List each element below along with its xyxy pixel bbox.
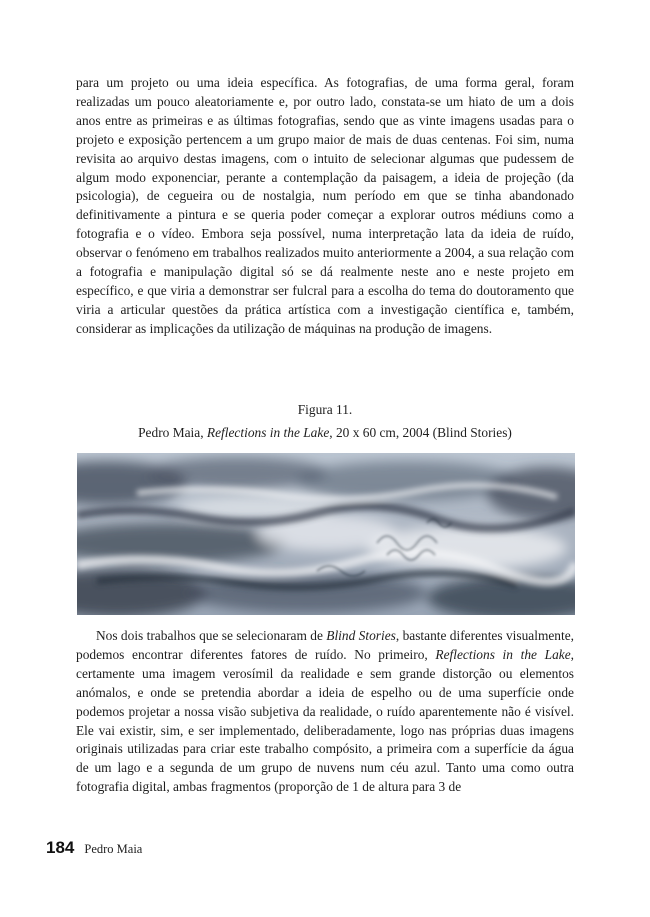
para-2-text-2: , bastante diferentes visualmente, podemos encontrar diferentes fatores de ruído. No primeiro, <box>76 628 575 662</box>
para-2-text-3: , certamente uma imagem verosímil da realidade e sem grande distorção ou elementos anómalos, e onde se pretendia abordar a ideia de espelho ou de uma superfície onde podemos projetar a nossa visão subjetiva da realidade, o ruído aparentemente não é visível. Ele vai existir, sim, e ser implementado, deliberadamente, logo nas próprias duas imagens originais utilizadas para criar este trabalho compósito, a primeira com a superfície da água de um lago e a segunda de um grupo de nuvens num céu azul. Tanto uma como outra fotografia digital, ambas fragmentos (proporção de 1 de altura para 3 de <box>76 646 575 795</box>
para-2-work-title: Reflections in the Lake <box>435 646 571 662</box>
para-2-text-1: Nos dois trabalhos que se selecionaram de <box>96 628 327 643</box>
figure-image-lake-reflection <box>77 453 575 615</box>
running-author: Pedro Maia <box>84 842 143 856</box>
page-number: 184 <box>46 838 75 857</box>
figure-caption-author: Pedro Maia, <box>138 425 207 440</box>
page-footer <box>46 838 142 860</box>
figure-caption-details: , 20 x 60 cm, 2004 (Blind Stories) <box>329 425 512 440</box>
body-paragraph-2 <box>76 627 574 797</box>
body-paragraph-1: para um projeto ou uma ideia específica. As fotografias, de uma forma geral, foram realizadas um pouco aleatoriamente e, por outro lado, constata-se um hiato de um a dois anos entre as primeiras e as últimas fotografias, sendo que as vinte imagens usadas para o projeto e exposição pertencem a um grupo maior de mais de duas centenas. Foi sim, numa revisita ao arquivo destas imagens, com o intuito de selecionar algumas que pudessem de algum modo exponenciar, perante a contemplação da paisagem, a ideia de projeção (da psicologia), de cegueira ou de nostalgia, num período em que se tinha abandonado definitivamente a pintura e se queria poder começar a explorar outros médiuns como a fotografia e o vídeo. Embora seja possível, numa interpretação lata da ideia de ruído, observar o fenómeno em trabalhos realizados muito anteriormente a 2004, a sua relação com a fotografia e manipulação digital só se dá realmente neste ano e neste projeto em específico, e que viria a demonstrar ser fulcral para a escolha do tema do doutoramento que viria a articular questões da prática artística com a investigação científica e, também, considerar as implicações da utilização de máquinas na produção de imagens. <box>76 75 574 336</box>
para-2-series-title: Blind Stories <box>326 628 396 643</box>
figure-caption-title: Reflections in the Lake <box>206 425 330 440</box>
figure-label: Figura 11. <box>297 402 353 417</box>
figure-caption <box>76 425 574 441</box>
